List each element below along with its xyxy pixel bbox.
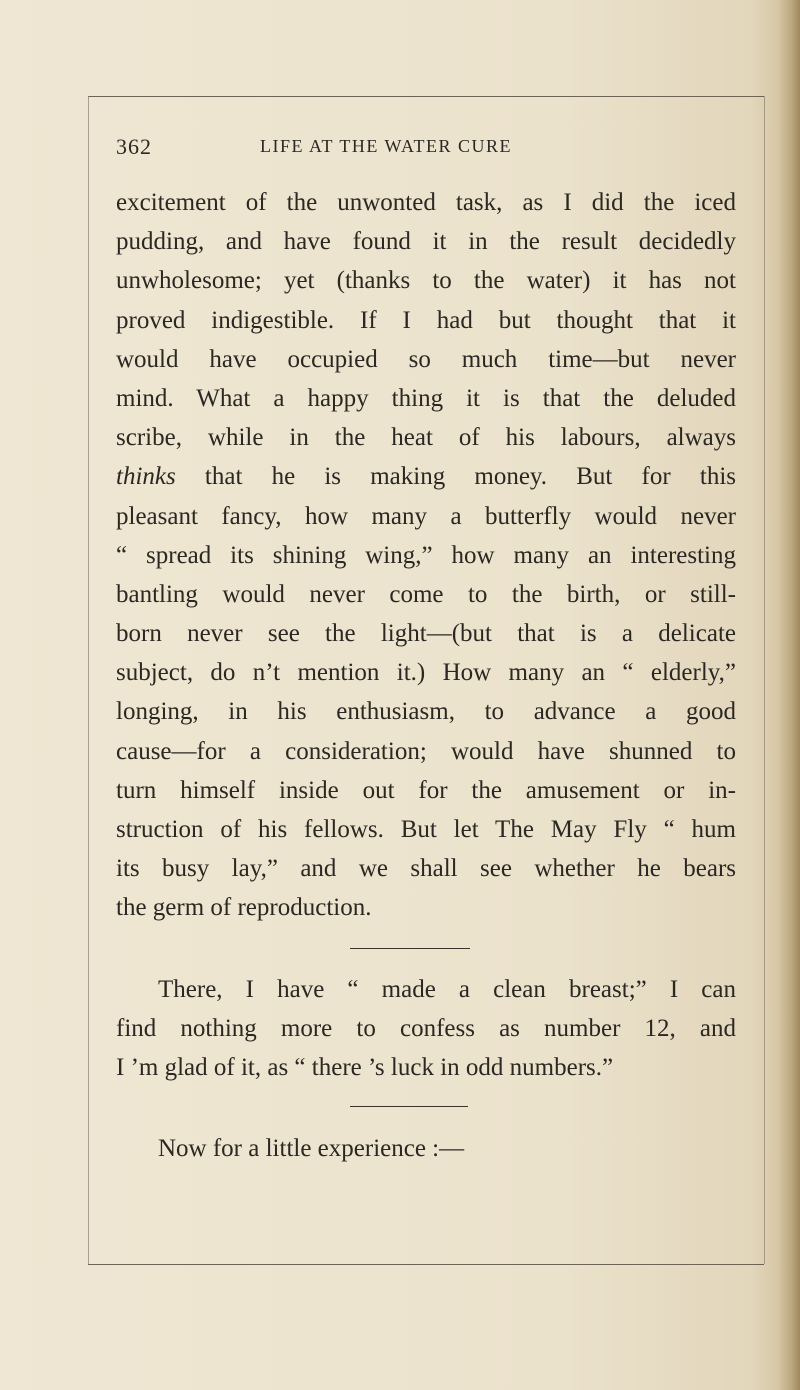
text-line: Now for a little experience :— [158,1135,465,1163]
text-line: There, I have “ made a clean breast;” I can [158,975,736,1003]
page-edge-shadow [778,0,800,1390]
running-head [116,134,736,164]
frame-rule-right [764,96,765,1264]
text-line: would have occupied so much time—but never [116,345,736,373]
text-line: excitement of the unwonted task, as I did the iced [116,189,736,216]
paragraph-1 [116,183,736,928]
text-line: born never see the light—(but that is a delicate [116,620,736,648]
text-line: longing, in his enthusiasm, to advance a good [116,698,736,726]
text-line: “ spread its shining wing,” how many an interesting [116,541,736,569]
section-divider [350,948,470,950]
text-line: subject, do n’t mention it.) How many an “ elderly,” [116,659,736,687]
text-line: I ’m glad of it, as “ there ’s luck in odd numbers.” [116,1053,614,1081]
text-line: scribe, while in the heat of his labours, always [116,424,736,452]
text-line: pudding, and have found it in the result decidedly [116,228,736,256]
body-text [116,183,736,1168]
text-line: the germ of reproduction. [116,894,372,922]
text-line: unwholesome; yet (thanks to the water) it has not [116,267,736,295]
text-line: its busy lay,” and we shall see whether he bears [116,855,736,883]
running-title: LIFE AT THE WATER CURE [260,136,513,156]
section-divider [350,1106,468,1108]
text-line [116,457,736,496]
page-number: 362 [116,134,152,159]
frame-rule-left [88,96,89,1264]
text-line: turn himself inside out for the amusement or in- [116,776,736,804]
line-remainder: that he is making money. But for this [175,463,736,491]
text-line: bantling would never come to the birth, or still- [116,580,736,608]
italic-word: thinks [116,463,176,491]
frame-rule-top [88,96,764,97]
frame-rule-bottom [88,1264,764,1265]
paragraph-2 [116,970,736,1088]
paragraph-3 [116,1129,736,1168]
text-line: find nothing more to confess as number 12, and [116,1014,736,1042]
text-line: mind. What a happy thing it is that the deluded [116,384,736,412]
text-line: proved indigestible. If I had but thought that it [116,306,736,334]
text-line: cause—for a consideration; would have shunned to [116,737,736,765]
text-line: struction of his fellows. But let The May Fly “ hum [116,816,736,843]
text-line: pleasant fancy, how many a butterfly would never [116,502,736,530]
